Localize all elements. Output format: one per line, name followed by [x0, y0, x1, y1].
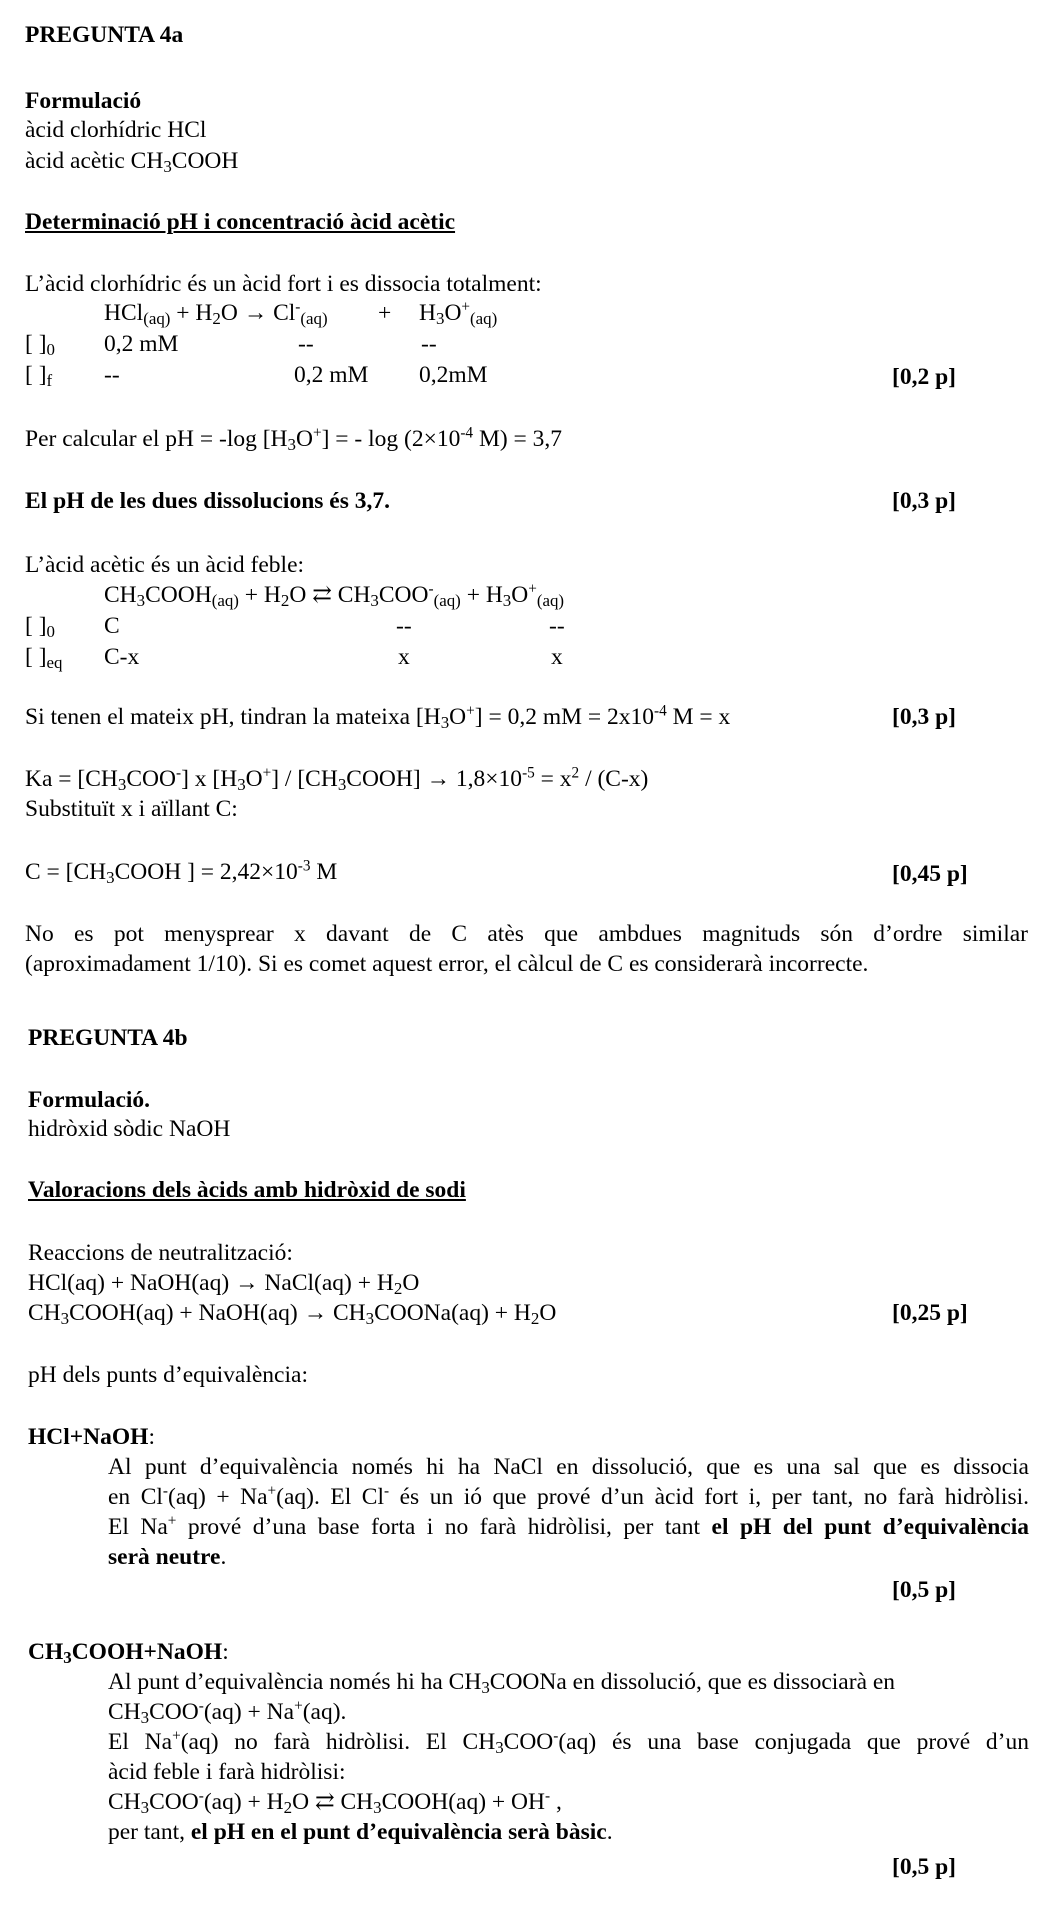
q4b-points-025: [0,25 p]: [892, 1300, 968, 1326]
q4a-reaction-acetic: $CH_3COOH_{(aq)} + H_2O$ ⇄ $CH_3COO^-_{(aq)} + H_3O^+_{(aq)}$: [104, 580, 565, 611]
q4b-acetic-paragraph: [108, 1667, 1029, 1847]
q4a-ph-calc: Per calcular el pH = -log $[H_3O^+]$ = - $\log (2\times 10^{-4}$ M) = 3,7: [25, 424, 563, 455]
q4a-reaction-h3o: $H_3O^+_{(aq)}$: [419, 298, 498, 329]
q4b-acetic-naoh-label: $CH_3COOH+NaOH$:: [28, 1639, 229, 1668]
q4b-heading: PREGUNTA 4b: [28, 1025, 188, 1051]
q4b-formulacio-title: Formulació.: [28, 1087, 151, 1113]
q4a-section-title: Determinació pH i concentració àcid acètic: [25, 209, 456, 235]
q4a-rowf-label: [ ]$_f$: [25, 362, 53, 391]
q4a-hcl-line: àcid clorhídric HCl: [25, 117, 207, 143]
q4a-acetic-line: àcid acètic $CH_3COOH$: [25, 148, 239, 177]
q4b-points-05a: [0,5 p]: [892, 1577, 956, 1603]
q4b-reaction-1: HCl(aq) + NaOH(aq) → NaCl(aq) + $H_2O$: [28, 1270, 420, 1299]
q4b-neutr-intro: Reaccions de neutralització:: [28, 1240, 293, 1266]
q4a-row0-label: [ ]$_0$: [25, 331, 55, 360]
q4a-substitution: Substituït x i aïllant C:: [25, 796, 238, 822]
q4a-roweq-label: [ ]$_{eq}$: [25, 644, 63, 673]
q4a-roweq-v1: C-x: [104, 644, 140, 670]
q4a-points-03b: [0,3 p]: [892, 704, 956, 730]
q4a-row0-v2: --: [298, 331, 314, 357]
q4a-rowf-v3: 0,2mM: [419, 362, 488, 388]
q4a-row0-v3: --: [421, 331, 437, 357]
q4a-reaction-plus: +: [378, 300, 392, 326]
q4b-p2-line1: Al punt d’equivalència només hi ha $CH_3COONa$ en dissolució, que es dissociarà en: [108, 1669, 896, 1698]
q4a-rowf-v1: --: [104, 362, 120, 388]
q4a-note: No es pot menysprear x davant de C atès que ambdues magnituds són d’ordre similar (aproximadament 1/10). Si es comet aquest error, el càlcul de C es considerarà incorrecte.: [25, 921, 1028, 977]
q4a-roweq-v3: x: [551, 644, 563, 670]
q4a-ph-result: El pH de les dues dissolucions és 3,7.: [25, 488, 390, 514]
q4a-row0b-v3: --: [549, 613, 565, 639]
q4a-strong-intro: L’àcid clorhídric és un àcid fort i es dissocia totalment:: [25, 271, 542, 297]
q4a-ka-expression: $Ka = [CH_3COO^-]$ x $[H_3O^+]$ / $[CH_3COOH] \to 1,8\times 10^{-5} = x^2 / (C-x)$: [25, 764, 649, 795]
q4a-points-045: [0,45 p]: [892, 861, 968, 887]
q4b-points-05b: [0,5 p]: [892, 1854, 956, 1880]
q4b-hcl-naoh-label: HCl+NaOH:: [28, 1424, 155, 1450]
q4b-p1-line3: El Na+ prové d’una base forta i no farà hidròlisi, per tant el pH del punt d’equivalència: [108, 1512, 1029, 1540]
q4b-p1-line1: Al punt d’equivalència només hi ha NaCl en dissolució, que es una sal que es dissocia: [108, 1454, 1029, 1480]
q4b-naoh-line: hidròxid sòdic NaOH: [28, 1116, 231, 1142]
q4a-points-02: [0,2 p]: [892, 364, 956, 390]
q4a-formulacio-title: Formulació: [25, 88, 142, 114]
q4b-reaction-2: $CH_3COOH(aq)$ + NaOH(aq) → $CH_3COONa(aq) + H_2O$: [28, 1300, 557, 1329]
q4a-heading: PREGUNTA 4a: [25, 22, 184, 48]
q4a-c-result: $C = [CH_3COOH$ ] = $2,42\times 10^{-3}$ M: [25, 857, 338, 888]
q4a-weak-intro: L’àcid acètic és un àcid feble:: [25, 552, 305, 578]
q4a-reaction-hcl: $HCl_{(aq)} + H_2O \to Cl^-_{(aq)}$: [104, 298, 328, 329]
q4b-p1-line4: serà neutre.: [108, 1544, 227, 1570]
q4a-row0-v1: 0,2 mM: [104, 331, 179, 357]
q4b-p2-line5: $CH_3COO^-(aq) + H_2O$ ⇄ $CH_3COOH(aq) + OH^-$ ,: [108, 1787, 562, 1818]
q4b-p2-line3: El Na+(aq) no farà hidròlisi. El $CH_3COO^-(aq)$ és una base conjugada que prové d’un: [108, 1727, 1029, 1758]
q4b-p2-line2: $CH_3COO^-(aq) + Na^+(aq)$.: [108, 1697, 347, 1728]
q4b-ph-eq: pH dels punts d’equivalència:: [28, 1362, 308, 1388]
q4b-p1-line2: en Cl-(aq) + Na+(aq). El Cl- és un ió que prové d’un àcid fort i, per tant, no farà hidròlisi.: [108, 1482, 1030, 1510]
q4b-hcl-paragraph: [108, 1452, 1029, 1572]
q4a-points-03a: [0,3 p]: [892, 488, 956, 514]
q4a-row0b-v1: C: [104, 613, 120, 639]
q4b-p2-line4: àcid feble i farà hidròlisi:: [108, 1759, 346, 1785]
q4a-roweq-v2: x: [398, 644, 410, 670]
q4a-rowf-v2: 0,2 mM: [294, 362, 369, 388]
q4a-same-ph: Si tenen el mateix pH, tindran la mateixa $[H_3O^+] = 0,2$ mM = $2x10^{-4}$ M = x: [25, 702, 731, 733]
q4b-p2-line6: per tant, el pH en el punt d’equivalència serà bàsic.: [108, 1819, 613, 1845]
q4a-row0b-label: [ ]$_0$: [25, 613, 55, 642]
q4a-row0b-v2: --: [396, 613, 412, 639]
q4b-section-title: Valoracions dels àcids amb hidròxid de sodi: [28, 1177, 466, 1203]
